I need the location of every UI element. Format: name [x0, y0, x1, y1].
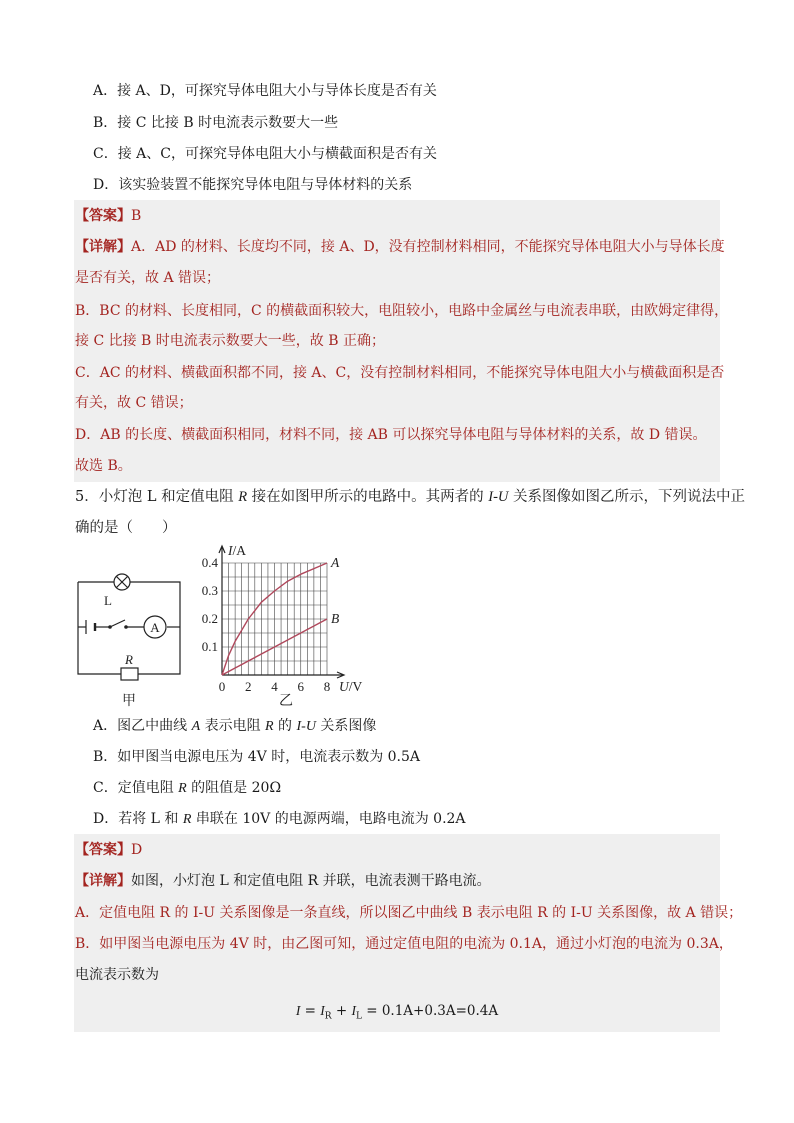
q5-option-b: B．如甲图当电源电压为 4V 时，电流表示数为 0.5A [93, 749, 421, 765]
q4-detail-line-7: D．AB 的长度、横截面积相同，材料不同，接 AB 可以探究导体电阻与导体材料的关系，故 D 错误。 [75, 427, 707, 443]
x-tick-label: 8 [323, 679, 331, 694]
q4-detail-line-5: C．AC 的材料、横截面积都不同，接 A、C，没有控制材料相同，不能探究导体电阻大小与横截面积是否 [75, 365, 725, 381]
x-tick-label: 4 [271, 679, 278, 694]
q5-option-c: C．定值电阻 R 的阻值是 20Ω [93, 780, 282, 796]
circuit-caption: 甲 [122, 694, 136, 709]
answer-value: B [131, 208, 142, 224]
resistor-icon [121, 668, 138, 680]
q5-option-a: A．图乙中曲线 A 表示电阻 R 的 I-U 关系图像 [93, 718, 377, 734]
x-tick-label: 2 [245, 679, 252, 694]
lamp-icon [114, 574, 130, 590]
y-tick-label: 0.3 [201, 583, 218, 598]
series-A-label: A [331, 555, 340, 570]
y-tick-label: 0.2 [201, 611, 218, 626]
x-tick-label: 0 [218, 679, 226, 694]
q4-option-b: B．接 C 比接 B 时电流表示数要大一些 [93, 115, 339, 131]
q5-formula: $I = I_R + I_L = 0.1A+0.3A=0.4A$ [295, 1003, 499, 1022]
q4-answer-line [75, 206, 141, 226]
q4-option-a: A．接 A、D，可探究导体电阻大小与导体长度是否有关 [93, 83, 437, 99]
q5-stem-line-1: 5．小灯泡 L 和定值电阻 R 接在如图甲所示的电路中。其两者的 I-U 关系图像如图乙所示，下列说法中正 [75, 489, 746, 505]
graph-ticks [202, 555, 331, 694]
q5-answer-line: 【答案】D [75, 842, 143, 858]
q4-detail-line-3: B．BC 的材料、长度相同，C 的横截面积较大，电阻较小，电路中金属丝与电流表串联，由欧姆定律得， [75, 303, 729, 319]
graph-axes [219, 546, 344, 678]
q5-detail-line-3: B．如甲图当电源电压为 4V 时，由乙图可知，通过定值电阻的电流为 0.1A，通过小灯泡的电流为 0.3A， [75, 936, 733, 952]
q5-detail-line-2: A．定值电阻 R 的 I-U 关系图像是一条直线，所以图乙中曲线 B 表示电阻 R 的 I-U 关系图像，故 A 错误； [75, 905, 743, 921]
q5-detail-line-1: 【详解】如图，小灯泡 L 和定值电阻 R 并联，电流表测干路电流。 [75, 873, 491, 889]
q5-detail-line-4: 电流表示数为 [75, 967, 159, 983]
graph-labels [227, 543, 363, 694]
q4-detail-line-2: 是否有关，故 A 错误； [75, 270, 221, 286]
ammeter-label: A [150, 620, 160, 635]
y-tick-label: 0.4 [201, 555, 218, 570]
lamp-label: L [104, 593, 112, 608]
q5-stem-line-2: 确的是（ ） [75, 520, 177, 536]
q4-detail-line-4: 接 C 比接 B 时电流表示数要大一些，故 B 正确； [75, 333, 385, 349]
q4-option-d: D．该实验装置不能探究导体电阻与导体材料的关系 [93, 177, 413, 193]
q4-detail-line-6: 有关，故 C 错误； [75, 395, 193, 411]
detail-label: 【详解】 [75, 239, 131, 255]
series-B-label: B [331, 611, 340, 626]
y-tick-label: 0.1 [201, 639, 218, 654]
battery-icon [86, 620, 95, 634]
graph-grid [222, 563, 327, 675]
graph-caption: 乙 [279, 693, 293, 709]
switch-icon [108, 620, 128, 629]
answer-label: 【答案】 [75, 208, 131, 224]
circuit-diagram [60, 565, 190, 715]
q4-detail-line-8: 故选 B。 [75, 458, 132, 474]
x-tick-label: 6 [297, 679, 304, 694]
q5-option-d: D．若将 L 和 R 串联在 10V 的电源两端，电路电流为 0.2A [93, 811, 466, 827]
q4-detail-line-1: 【详解】A．AD 的材料、长度均不同，接 A、D，没有控制材料相同，不能探究导体电阻大小与导体长度 [75, 239, 725, 255]
y-axis-label: I/A [228, 543, 246, 558]
resistor-label: R [125, 652, 133, 667]
x-axis-label: U/V [339, 679, 363, 694]
iu-graph [196, 541, 376, 711]
q4-option-c: C．接 A、C，可探究导体电阻大小与横截面积是否有关 [93, 146, 437, 162]
